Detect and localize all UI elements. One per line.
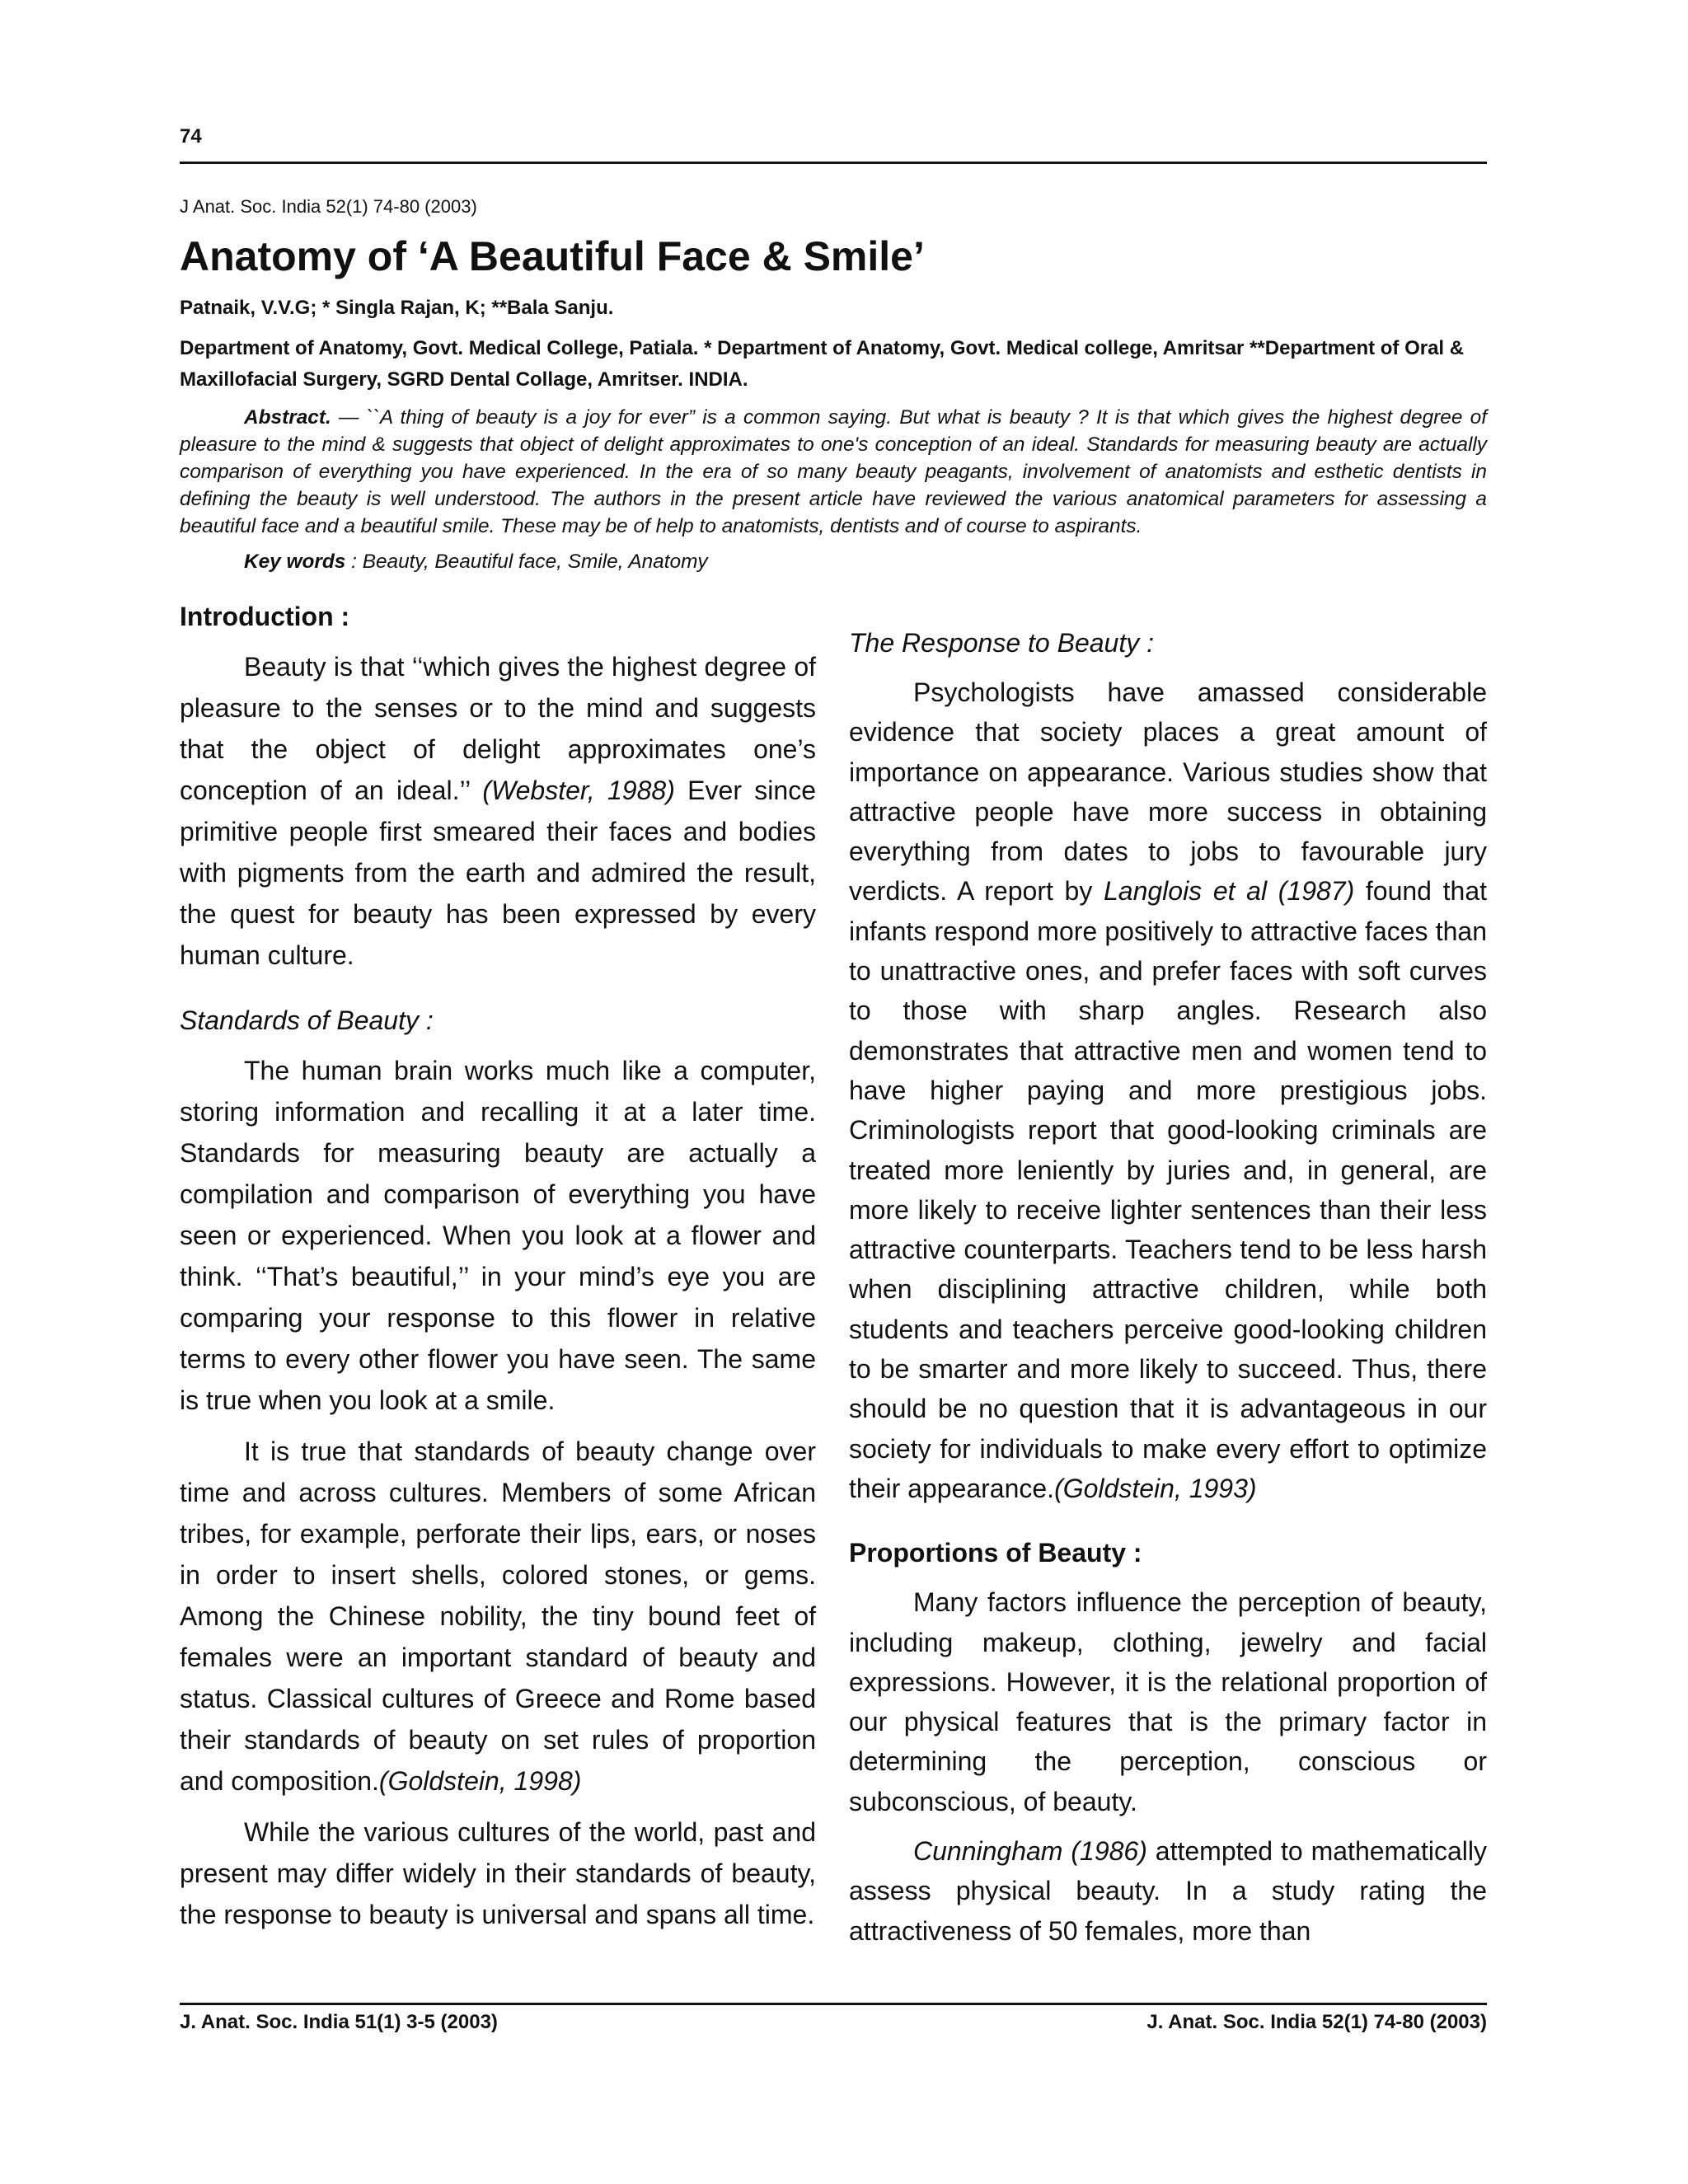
abstract (180, 404, 1487, 540)
paragraph: Many factors influence the perception of beauty, including makeup, clothing, jewelry and facial expressions. However, it is the relational proportion of our physical features that is the primary factor in determining the perception, conscious or subconscious, of beauty. (849, 1587, 1487, 1816)
paragraph (849, 673, 1487, 1508)
header-rule (180, 162, 1487, 164)
page-number: 74 (180, 125, 202, 148)
section-heading-standards: Standards of Beauty : (180, 1005, 434, 1035)
paragraph-text: Psychologists have amassed considerable evidence that society places a great amount of importance on appearance. Various studies show that attractive people have more success in obtaining everything from dates to jobs to favourable jury verdicts. A report by (849, 677, 1487, 907)
citation: Langlois et al (1987) (1103, 876, 1355, 907)
paragraph: The human brain works much like a computer, storing information and recalling it at a later time. Standards for measuring beauty are actually a compilation and comparison of everything you have seen or experienced. When you look at a flower and think. ‘‘That’s beautiful,’’ in your mind’s eye you are comparing your response to this flower in relative terms to every other flower you have seen. The same is true when you look at a smile. (180, 1056, 816, 1415)
affiliation: Department of Anatomy, Govt. Medical College, Patiala. * Department of Anatomy, Govt. Medical college, Amritsar **Department of Oral & Maxillofacial Surgery, SGRD Dental Collage, Amritser. INDIA. (180, 337, 1465, 391)
paragraph (180, 1431, 816, 1802)
paragraph (180, 646, 816, 976)
citation: Cunningham (1986) (913, 1836, 1147, 1867)
abstract-text: — ``A thing of beauty is a joy for ever” is a common saying. But what is beauty ? It is that which gives the highest degree of pleasure to the mind & suggests that object of delight approximates to one's conception of an ideal. Standards for measuring beauty are actually comparison of everything you have experienced. In the era of so many beauty peagants, involvement of anatomists and esthetic dentists in defining the beauty is well understood. The authors in the present article have reviewed the various anatomical parameters for assessing a beautiful face and a beautiful smile. These may be of help to anatomists, dentists and of course to aspirants. (180, 406, 1487, 537)
section-heading-response: The Response to Beauty : (849, 628, 1154, 658)
paragraph-text: Ever since primitive people first smeared their faces and bodies with pigments from the earth and admired the result, the quest for beauty has been expressed by every human culture. (180, 776, 816, 970)
section-heading-proportions: Proportions of Beauty : (849, 1538, 1142, 1568)
abstract-label: Abstract. (244, 406, 331, 429)
paragraph (849, 1831, 1487, 1951)
citation: (Goldstein, 1998) (378, 1766, 582, 1796)
author-list: Patnaik, V.V.G; * Singla Rajan, K; **Bala Sanju. (180, 297, 614, 319)
citation: (Goldstein, 1993) (1054, 1473, 1257, 1503)
journal-citation: J Anat. Soc. India 52(1) 74-80 (2003) (180, 196, 477, 217)
left-column (180, 597, 816, 1935)
section-heading-introduction: Introduction : (180, 602, 350, 631)
right-column (849, 623, 1487, 1951)
article-title: Anatomy of ‘A Beautiful Face & Smile’ (180, 233, 925, 279)
paragraph-text: Beauty is that ‘‘which gives the highest degree of pleasure to the senses or to the mind and suggests that the object of delight approximates one’s conception of an ideal.’’ (180, 652, 816, 805)
paragraph-text: It is true that standards of beauty change over time and across cultures. Members of some African tribes, for example, perforate their lips, ears, or noses in order to insert shells, colored stones, or gems. Among the Chinese nobility, the tiny bound feet of females were an important standard of beauty and status. Classical cultures of Greece and Rome based their standards of beauty on set rules of proportion and composition. (180, 1436, 816, 1796)
footer-rule (180, 2003, 1487, 2005)
paragraph-text: found that infants respond more positively to attractive faces than to unattractive ones, and prefer faces with soft curves to those with sharp angles. Research also demonstrates that attractive men and women tend to have higher paying and more prestigious jobs. Criminologists report that good-looking criminals are treated more leniently by juries and, in general, are more likely to receive lighter sentences than their less attractive counterparts. Teachers tend to be less harsh when disciplining attractive children, while both students and teachers perceive good-looking children to be smarter and more likely to succeed. Thus, there should be no question that it is advantageous in our society for individuals to make every effort to optimize their appearance. (849, 876, 1487, 1503)
footer-citation-right: J. Anat. Soc. India 52(1) 74-80 (2003) (1146, 2011, 1487, 2033)
keywords-label: Key words (244, 551, 346, 573)
keywords (244, 551, 708, 574)
footer-citation-left: J. Anat. Soc. India 51(1) 3-5 (2003) (180, 2011, 498, 2033)
paragraph: While the various cultures of the world, past and present may differ widely in their standards of beauty, the response to beauty is universal and spans all time. (180, 1817, 816, 1929)
paragraph-text: attempted to mathematically assess physical beauty. In a study rating the attractiveness of 50 females, more than (849, 1836, 1488, 1946)
keywords-text: : Beauty, Beautiful face, Smile, Anatomy (345, 551, 708, 573)
citation: (Webster, 1988) (482, 776, 675, 805)
